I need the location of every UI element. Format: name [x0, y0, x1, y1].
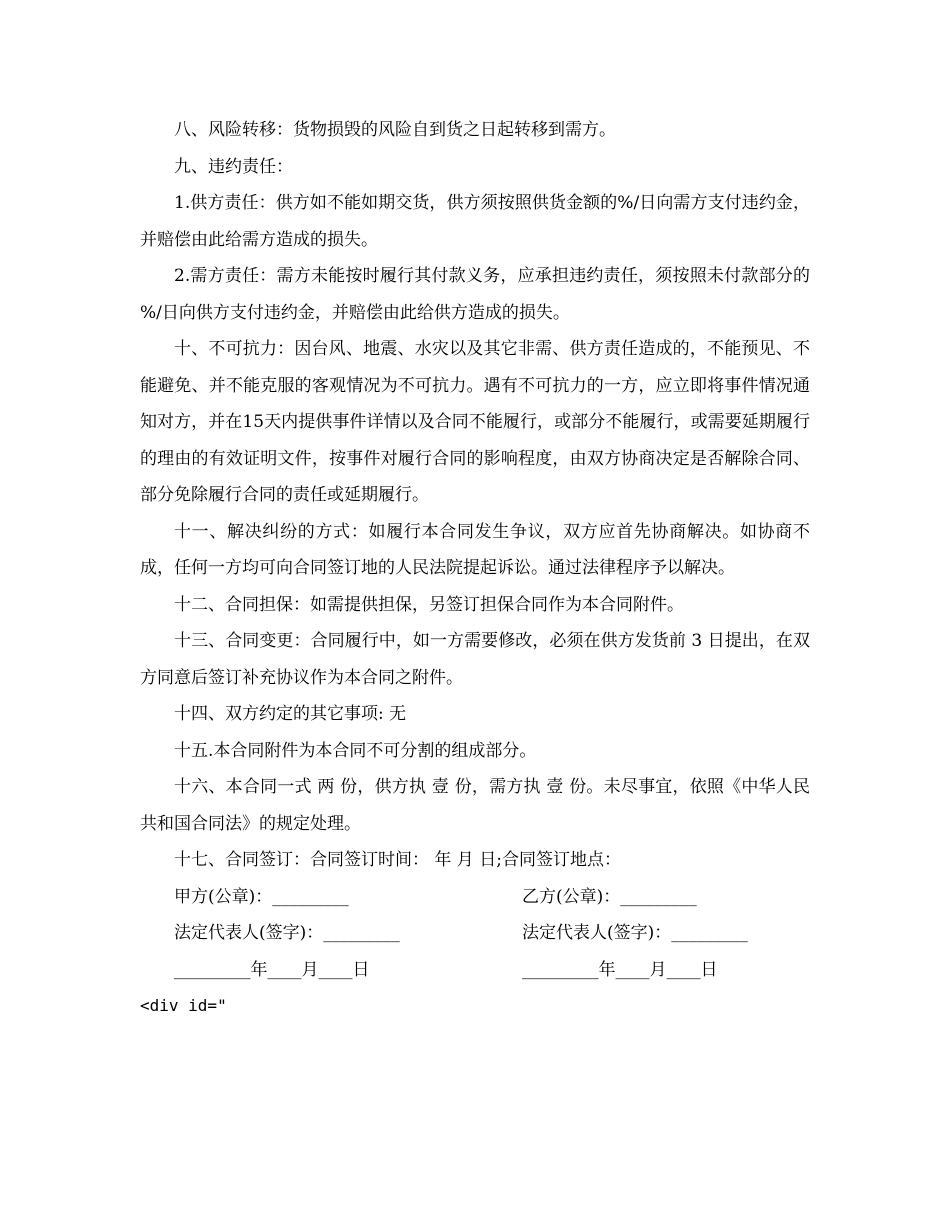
signature-row-seal	[140, 879, 810, 916]
clause-attachments: 十五.本合同附件为本合同不可分割的组成部分。	[174, 740, 537, 761]
clause-force-majeure: 十、不可抗力：因台风、地震、水灾以及其它非需、供方责任造成的，不能预见、不能避免、并不能克服的客观情况为不可抗力。遇有不可抗力的一方，应立即将事件情况通知对方，并在15天内提供事件详情以及合同不能履行，或部分不能履行，或需要延期履行的理由的有效证明文件，按事件对履行合同的影响程度，由双方协商决定是否解除合同、部分免除履行合同的责任或延期履行。	[140, 339, 810, 505]
party-b-date-field: _________年____月____日	[522, 959, 718, 980]
party-b-seal-field: 乙方(公章)：_________	[522, 886, 697, 907]
clause-buyer-liability: 2.需方责任：需方未能按时履行其付款义务，应承担违约责任，须按照未付款部分的 %/日向供方支付违约金，并赔偿由此给供方造成的损失。	[140, 266, 810, 323]
party-a-seal-field: 甲方(公章)：_________	[174, 886, 349, 907]
party-a-representative-field: 法定代表人(签字)：_________	[174, 923, 400, 943]
clause-risk-transfer: 八、风险转移：货物损毁的风险自到货之日起转移到需方。	[174, 120, 616, 140]
clause-dispute-resolution: 十一、解决纠纷的方式：如履行本合同发生争议，双方应首先协商解决。如协商不成，任何一方均可向合同签订地的人民法院提起诉讼。通过法律程序予以解决。	[140, 521, 810, 578]
clause-other-matters: 十四、双方约定的其它事项: 无	[174, 704, 407, 724]
party-b-representative-field: 法定代表人(签字)：_________	[522, 923, 748, 943]
signature-row-representative	[140, 915, 810, 952]
party-a-date-field: _________年____月____日	[174, 959, 370, 980]
trailing-markup-text: <div id="	[140, 996, 227, 1015]
signature-row-date	[140, 952, 810, 989]
clause-guarantee: 十二、合同担保：如需提供担保，另签订担保合同作为本合同附件。	[174, 594, 684, 615]
clause-signing: 十七、合同签订：合同签订时间： 年 月 日;合同签订地点：	[174, 850, 621, 870]
clause-breach-heading: 九、违约责任：	[174, 156, 293, 177]
clause-amendment: 十三、合同变更：合同履行中，如一方需要修改，必须在供方发货前 3 日提出，在双方同意后签订补充协议作为本合同之附件。	[140, 631, 810, 688]
clause-copies: 十六、本合同一式 两 份，供方执 壹 份，需方执 壹 份。未尽事宜，依照《中华人民共和国合同法》的规定处理。	[140, 777, 810, 834]
contract-body	[140, 112, 810, 1025]
clause-supplier-liability: 1.供方责任：供方如不能如期交货，供方须按照供货金额的%/日向需方支付违约金，并赔偿由此给需方造成的损失。	[140, 193, 810, 250]
